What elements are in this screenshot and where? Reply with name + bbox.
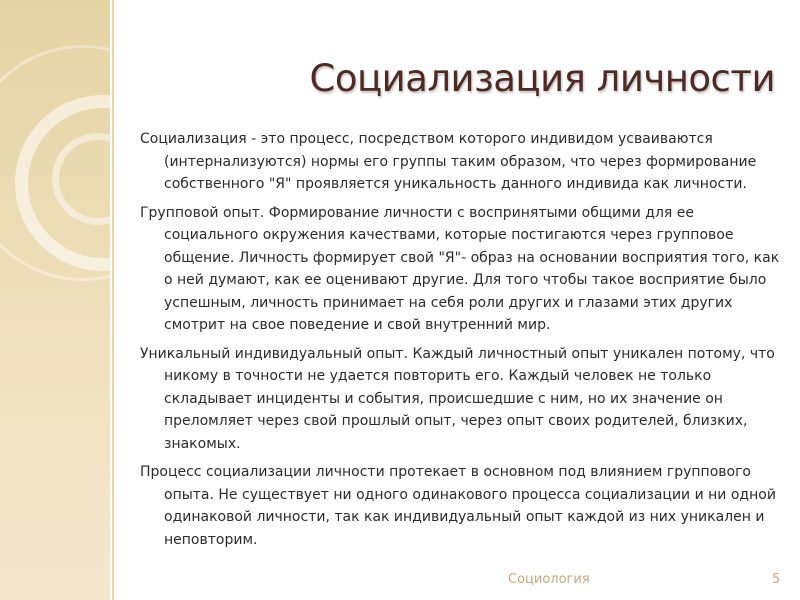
slide-number: 5 <box>772 572 781 587</box>
footer-subject: Социология <box>508 572 590 587</box>
paragraph-definition: Социализация - это процесс, посредством которого индивидом усваиваются (интернализуются) нормы его группы таким образом, что через формирование собственного "Я" проявляется уникальность данного индивида как личности. <box>140 131 757 192</box>
decorative-sidebar <box>0 0 110 600</box>
paragraph-individual-experience: Уникальный индивидуальный опыт. Каждый личностный опыт уникален потому, что никому в точности не удается повторить его. Каждый человек не только складывает инциденты и события, происшедшие с ним, но их значение он преломляет через свой прошлый опыт, через опыт своих родителей, близких, знакомых. <box>140 345 775 452</box>
slide-title: Социализация личности <box>309 57 775 100</box>
paragraph-group-experience: Групповой опыт. Формирование личности с воспринятыми общими для ее социального окружения качествами, которые постигаются через групповое общение. Личность формирует свой "Я"- образ на основании восприятия того, как о ней думают, как ее оценивают другие. Для того чтобы такое восприятие было успешным, личность принимает на себя роли других и глазами этих других смотрит на свое поведение и свой внутренний мир. <box>140 204 780 333</box>
sidebar-divider <box>112 0 114 600</box>
paragraph-conclusion: Процесс социализации личности протекает в основном под влиянием группового опыта. Не существует ни одного одинакового процесса социализации и ни одной одинаковой личности, так как индивидуальный опыт каждой из них уникален и неповторим. <box>140 464 776 548</box>
slide-body <box>140 128 780 557</box>
